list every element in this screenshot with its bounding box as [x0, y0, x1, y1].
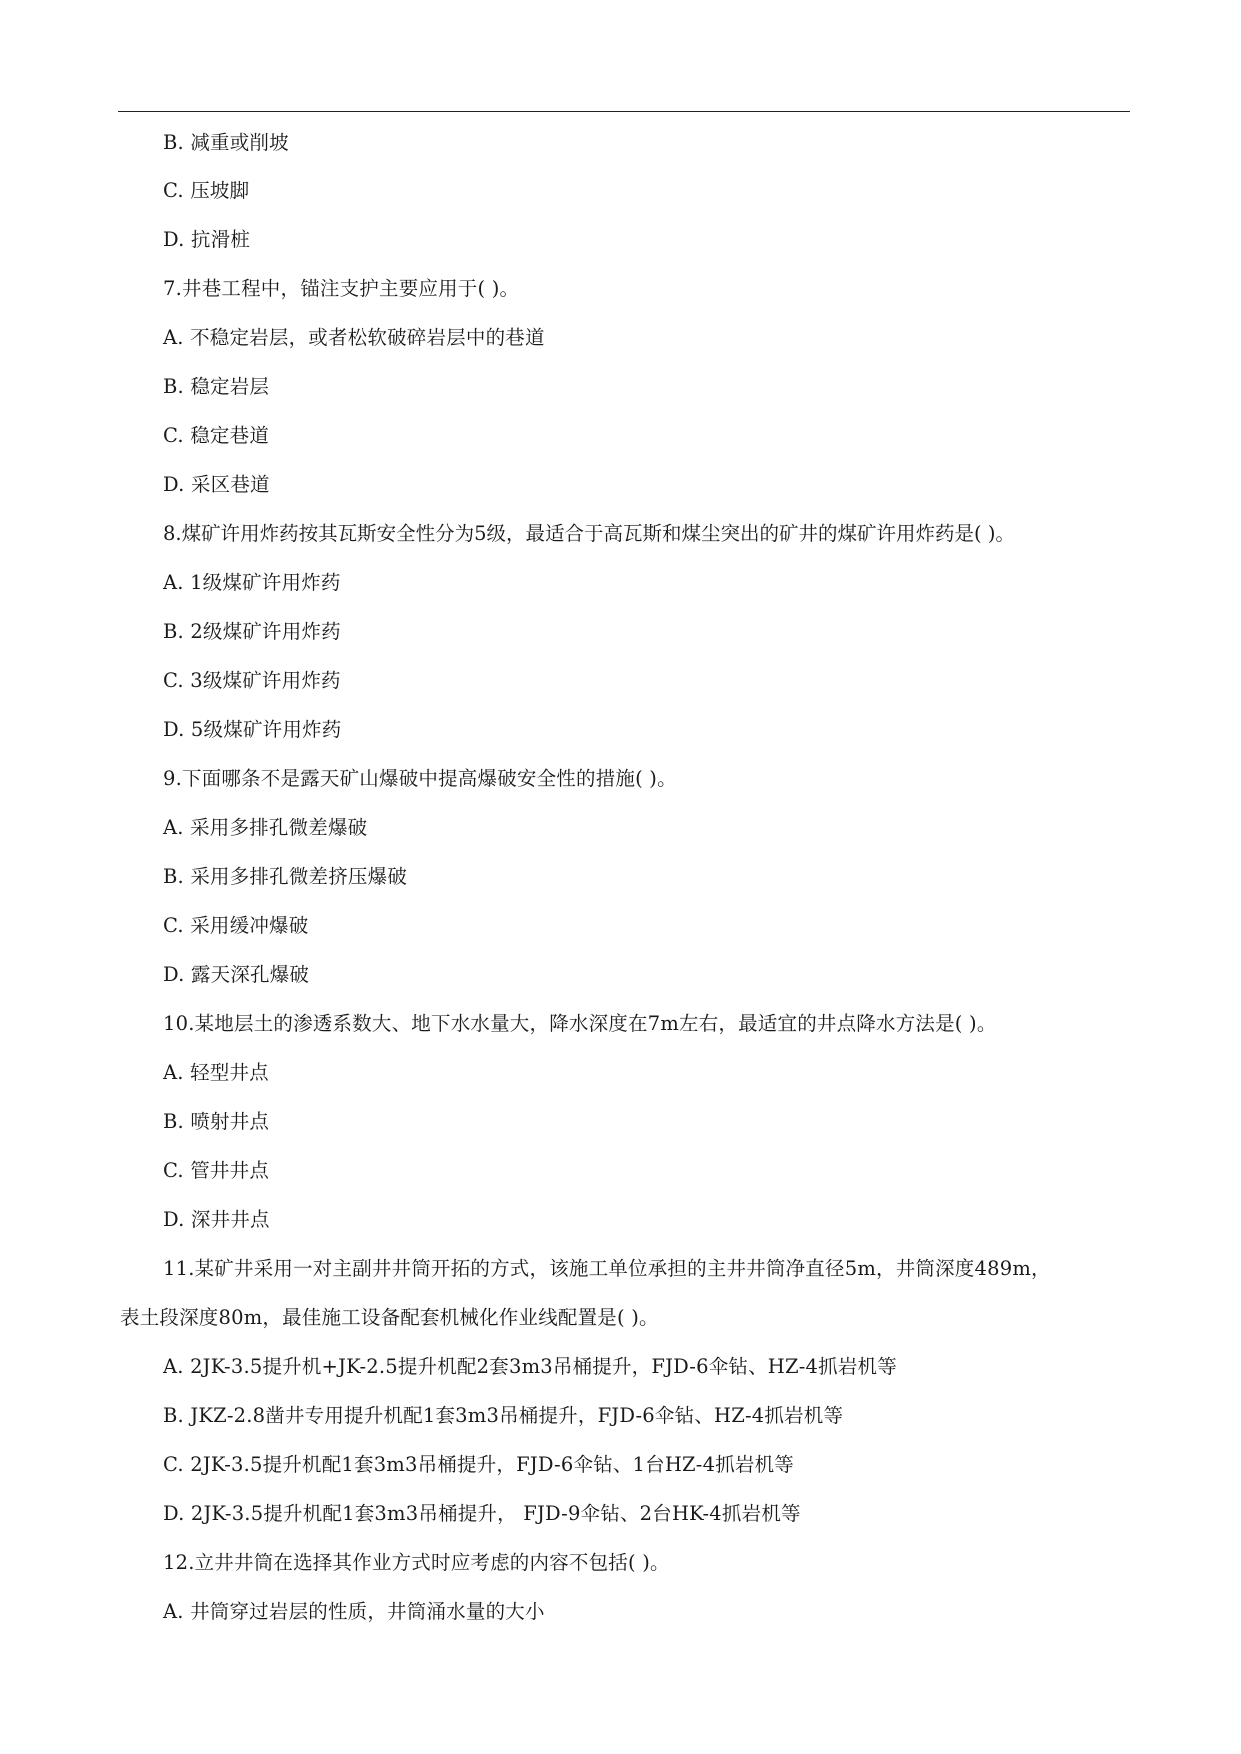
option-c-q7: C. 稳定巷道 — [163, 424, 270, 447]
option-a-q8: A. 1级煤矿许用炸药 — [163, 571, 341, 594]
option-c-q10: C. 管井井点 — [163, 1159, 270, 1182]
option-c-q9: C. 采用缓冲爆破 — [163, 914, 309, 937]
option-a-q12: A. 井筒穿过岩层的性质，井筒涌水量的大小 — [163, 1600, 545, 1623]
question-11-line-2: 表土段深度80m，最佳施工设备配套机械化作业线配置是( )。 — [120, 1306, 659, 1329]
question-10: 10.某地层土的渗透系数大、地下水水量大，降水深度在7m左右，最适宜的井点降水方法是( )。 — [163, 1012, 997, 1035]
option-c-q11: C. 2JK-3.5提升机配1套3m3吊桶提升，FJD-6伞钻、1台HZ-4抓岩机等 — [163, 1453, 795, 1476]
question-8: 8.煤矿许用炸药按其瓦斯安全性分为5级，最适合于高瓦斯和煤尘突出的矿井的煤矿许用炸药是( )。 — [163, 522, 1015, 545]
option-b-q6: B. 减重或削坡 — [163, 131, 289, 154]
question-9: 9.下面哪条不是露天矿山爆破中提高爆破安全性的措施( )。 — [163, 767, 677, 790]
option-d-q9: D. 露天深孔爆破 — [163, 963, 310, 986]
option-d-q10: D. 深井井点 — [163, 1208, 270, 1231]
option-b-q11: B. JKZ-2.8凿井专用提升机配1套3m3吊桶提升，FJD-6伞钻、HZ-4抓岩机等 — [163, 1404, 844, 1427]
option-a-q10: A. 轻型井点 — [163, 1061, 269, 1084]
question-11-line-1: 11.某矿井采用一对主副井井筒开拓的方式，该施工单位承担的主井井筒净直径5m，井筒深度489m， — [163, 1257, 1051, 1280]
option-d-q6: D. 抗滑桩 — [163, 228, 251, 251]
option-a-q9: A. 采用多排孔微差爆破 — [163, 816, 368, 839]
option-b-q9: B. 采用多排孔微差挤压爆破 — [163, 865, 408, 888]
option-d-q7: D. 采区巷道 — [163, 473, 270, 496]
option-a-q11: A. 2JK-3.5提升机+JK-2.5提升机配2套3m3吊桶提升，FJD-6伞钻、HZ-4抓岩机等 — [163, 1355, 897, 1378]
option-a-q7: A. 不稳定岩层，或者松软破碎岩层中的巷道 — [163, 326, 545, 349]
option-d-q11: D. 2JK-3.5提升机配1套3m3吊桶提升， FJD-9伞钻、2台HK-4抓岩机等 — [163, 1502, 801, 1525]
option-b-q10: B. 喷射井点 — [163, 1110, 270, 1133]
header-rule — [118, 111, 1130, 112]
question-12: 12.立井井筒在选择其作业方式时应考虑的内容不包括( )。 — [163, 1551, 670, 1574]
option-b-q8: B. 2级煤矿许用炸药 — [163, 620, 341, 643]
option-c-q8: C. 3级煤矿许用炸药 — [163, 669, 341, 692]
question-7: 7.井巷工程中，锚注支护主要应用于( )。 — [163, 277, 520, 300]
option-b-q7: B. 稳定岩层 — [163, 375, 270, 398]
option-c-q6: C. 压坡脚 — [163, 179, 250, 202]
option-d-q8: D. 5级煤矿许用炸药 — [163, 718, 342, 741]
